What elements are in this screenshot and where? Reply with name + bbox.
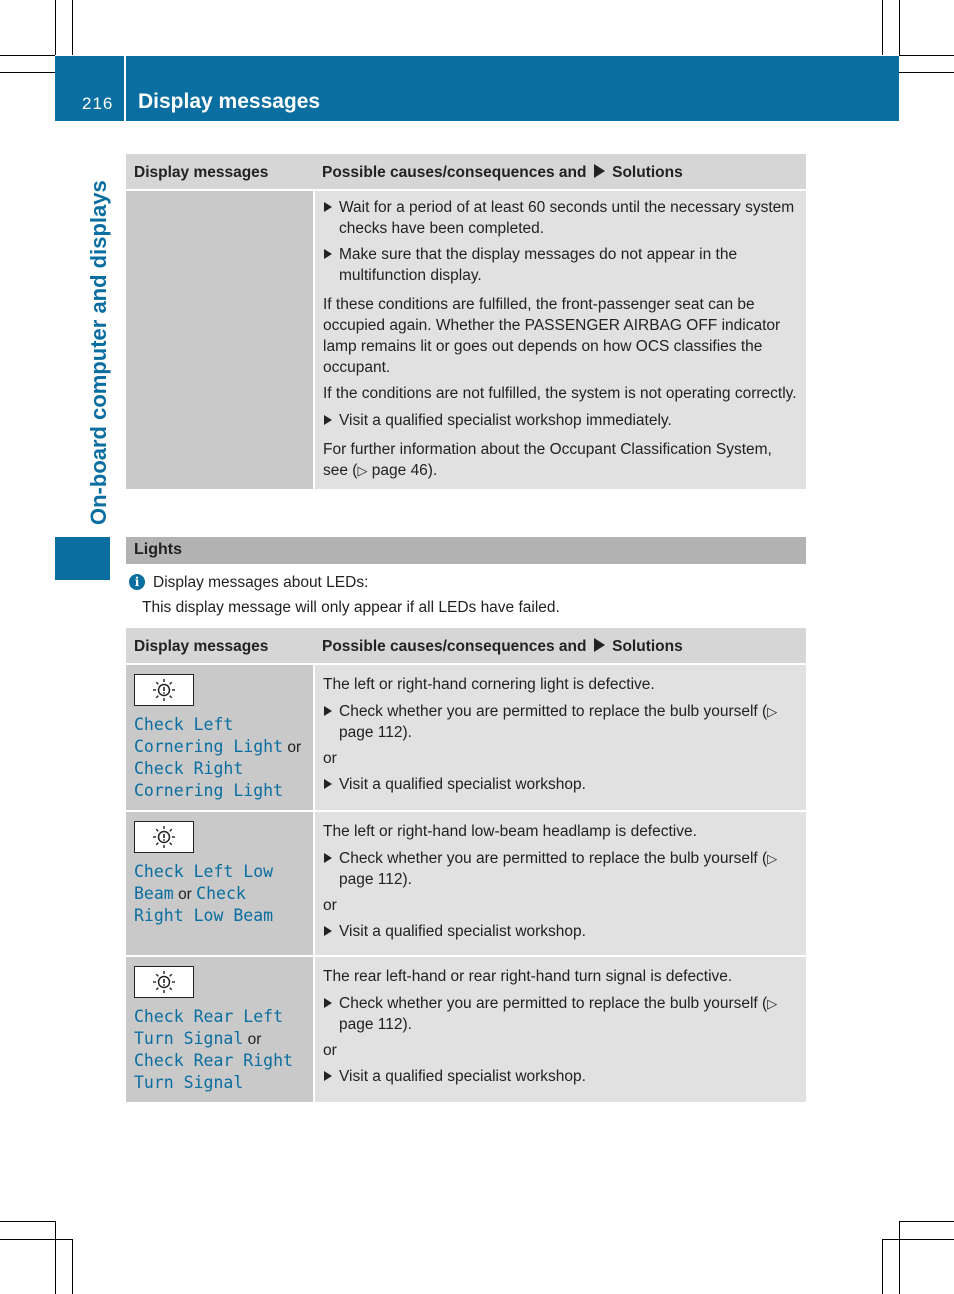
page-ref-icon: ▷: [357, 463, 368, 478]
column-header-solutions: [314, 154, 806, 190]
column-header-prefix: Possible causes/consequences and: [322, 638, 587, 655]
section-heading: Lights: [134, 541, 182, 558]
page-ref-icon: ▷: [767, 996, 778, 1011]
list-item: [323, 1066, 798, 1087]
section-heading-bar: [126, 537, 806, 564]
solution-cell: [314, 190, 806, 489]
crop-mark: [0, 1239, 72, 1240]
list-item-text: Visit a qualified specialist workshop.: [339, 923, 586, 940]
info-icon: i: [129, 574, 145, 590]
bullet-arrow-icon: [324, 853, 332, 863]
crop-mark: [899, 55, 954, 56]
page-number: 216: [82, 94, 114, 113]
crop-mark: [0, 55, 55, 56]
column-header-solutions: [314, 628, 806, 664]
list-item: [323, 410, 798, 431]
page-reference[interactable]: page 46).: [367, 462, 438, 479]
paragraph-text: For further information about the Occupant Classification System, see (: [323, 441, 772, 479]
display-message-text: Check Left Low Beam: [134, 862, 274, 903]
solution-cell: [314, 811, 806, 956]
list-item: [323, 848, 798, 890]
display-messages-table-continued: [126, 154, 806, 489]
display-message-text: Check Rear Right Turn Signal: [134, 1051, 293, 1092]
solution-cell: [314, 664, 806, 811]
bulb-warning-icon: [134, 821, 194, 853]
list-item-text: Wait for a period of at least 60 seconds until the necessary system checks have been completed.: [339, 199, 795, 237]
page-reference[interactable]: page 112).: [339, 871, 412, 888]
display-message-text: Check Right Low Beam: [134, 884, 274, 925]
crop-mark: [899, 72, 954, 73]
list-item-text: Check whether you are permitted to replace the bulb yourself (: [339, 703, 768, 720]
crop-mark: [55, 1221, 56, 1294]
column-header-display-messages: Display messages: [126, 628, 314, 664]
list-item-text: Visit a qualified specialist workshop.: [339, 776, 586, 793]
list-item: [323, 197, 798, 239]
bulb-warning-icon: [134, 966, 194, 998]
display-message-cell: [126, 956, 314, 1103]
crop-mark: [899, 1221, 954, 1222]
connector-text: or: [287, 739, 302, 756]
crop-mark: [899, 0, 900, 55]
cause-text: The left or right-hand low-beam headlamp is defective.: [323, 823, 697, 840]
or-text: or: [323, 1042, 337, 1059]
bullet-arrow-icon: [324, 926, 332, 936]
bulb-warning-icon: [134, 674, 194, 706]
page-ref-icon: ▷: [767, 851, 778, 866]
bullet-arrow-icon: [324, 779, 332, 789]
crop-mark: [882, 0, 883, 55]
display-message-cell: [126, 811, 314, 956]
chapter-marker: [55, 537, 110, 580]
bullet-arrow-icon: [324, 202, 332, 212]
info-note-detail: This display message will only appear if all LEDs have failed.: [142, 599, 560, 616]
list-item-text: Visit a qualified specialist workshop.: [339, 1068, 586, 1085]
list-item-text: Make sure that the display messages do not appear in the multifunction display.: [339, 246, 738, 284]
list-item-text: Check whether you are permitted to replace the bulb yourself (: [339, 850, 768, 867]
paragraph: If the conditions are not fulfilled, the system is not operating correctly.: [323, 385, 797, 402]
display-message-text: Check Left Cornering Light: [134, 715, 284, 756]
or-text: or: [323, 750, 337, 767]
paragraph: [323, 439, 798, 481]
list-item: [323, 921, 798, 942]
lights-messages-table: [126, 628, 806, 1104]
display-message-text: Check Right Cornering Light: [134, 759, 284, 800]
crop-mark: [882, 1239, 883, 1294]
solution-cell: [314, 956, 806, 1103]
column-header-display-messages: Display messages: [126, 154, 314, 190]
connector-text: or: [178, 886, 192, 903]
list-item: [323, 244, 798, 286]
list-item: [323, 701, 798, 743]
display-message-cell-empty: [126, 190, 314, 489]
column-header-suffix: Solutions: [612, 164, 683, 181]
column-header-suffix: Solutions: [612, 638, 683, 655]
crop-mark: [0, 1221, 55, 1222]
cause-text: The left or right-hand cornering light is defective.: [323, 676, 655, 693]
bullet-arrow-icon: [324, 706, 332, 716]
page-ref-icon: ▷: [767, 704, 778, 719]
page-reference[interactable]: page 112).: [339, 724, 412, 741]
header-divider: [124, 56, 126, 121]
page-title: Display messages: [138, 90, 321, 113]
list-item: [323, 993, 798, 1035]
connector-text: or: [247, 1031, 262, 1048]
bullet-arrow-icon: [324, 1071, 332, 1081]
cause-text: The rear left-hand or rear right-hand turn signal is defective.: [323, 968, 733, 985]
crop-mark: [882, 1239, 954, 1240]
paragraph: If these conditions are fulfilled, the front-passenger seat can be occupied again. Whether the PASSENGER AIRBAG OFF indicator lamp remains lit or goes out depends on how OCS classifies the occupant.: [323, 296, 781, 376]
crop-mark: [899, 1221, 900, 1294]
arrow-right-icon: [594, 164, 605, 178]
crop-mark: [72, 1239, 73, 1294]
info-note: Display messages about LEDs:: [153, 574, 369, 591]
chapter-side-tab: On-board computer and displays: [86, 180, 111, 525]
or-text: or: [323, 897, 337, 914]
crop-mark: [0, 72, 55, 73]
column-header-prefix: Possible causes/consequences and: [322, 164, 587, 181]
bullet-arrow-icon: [324, 998, 332, 1008]
arrow-right-icon: [594, 638, 605, 652]
list-item-text: Visit a qualified specialist workshop immediately.: [339, 412, 672, 429]
list-item-text: Check whether you are permitted to replace the bulb yourself (: [339, 995, 768, 1012]
list-item: [323, 774, 798, 795]
crop-mark: [55, 0, 56, 55]
page-reference[interactable]: page 112).: [339, 1016, 412, 1033]
bullet-arrow-icon: [324, 249, 332, 259]
display-message-cell: [126, 664, 314, 811]
crop-mark: [72, 0, 73, 55]
display-message-text: Check Rear Left Turn Signal: [134, 1007, 284, 1048]
bullet-arrow-icon: [324, 415, 332, 425]
